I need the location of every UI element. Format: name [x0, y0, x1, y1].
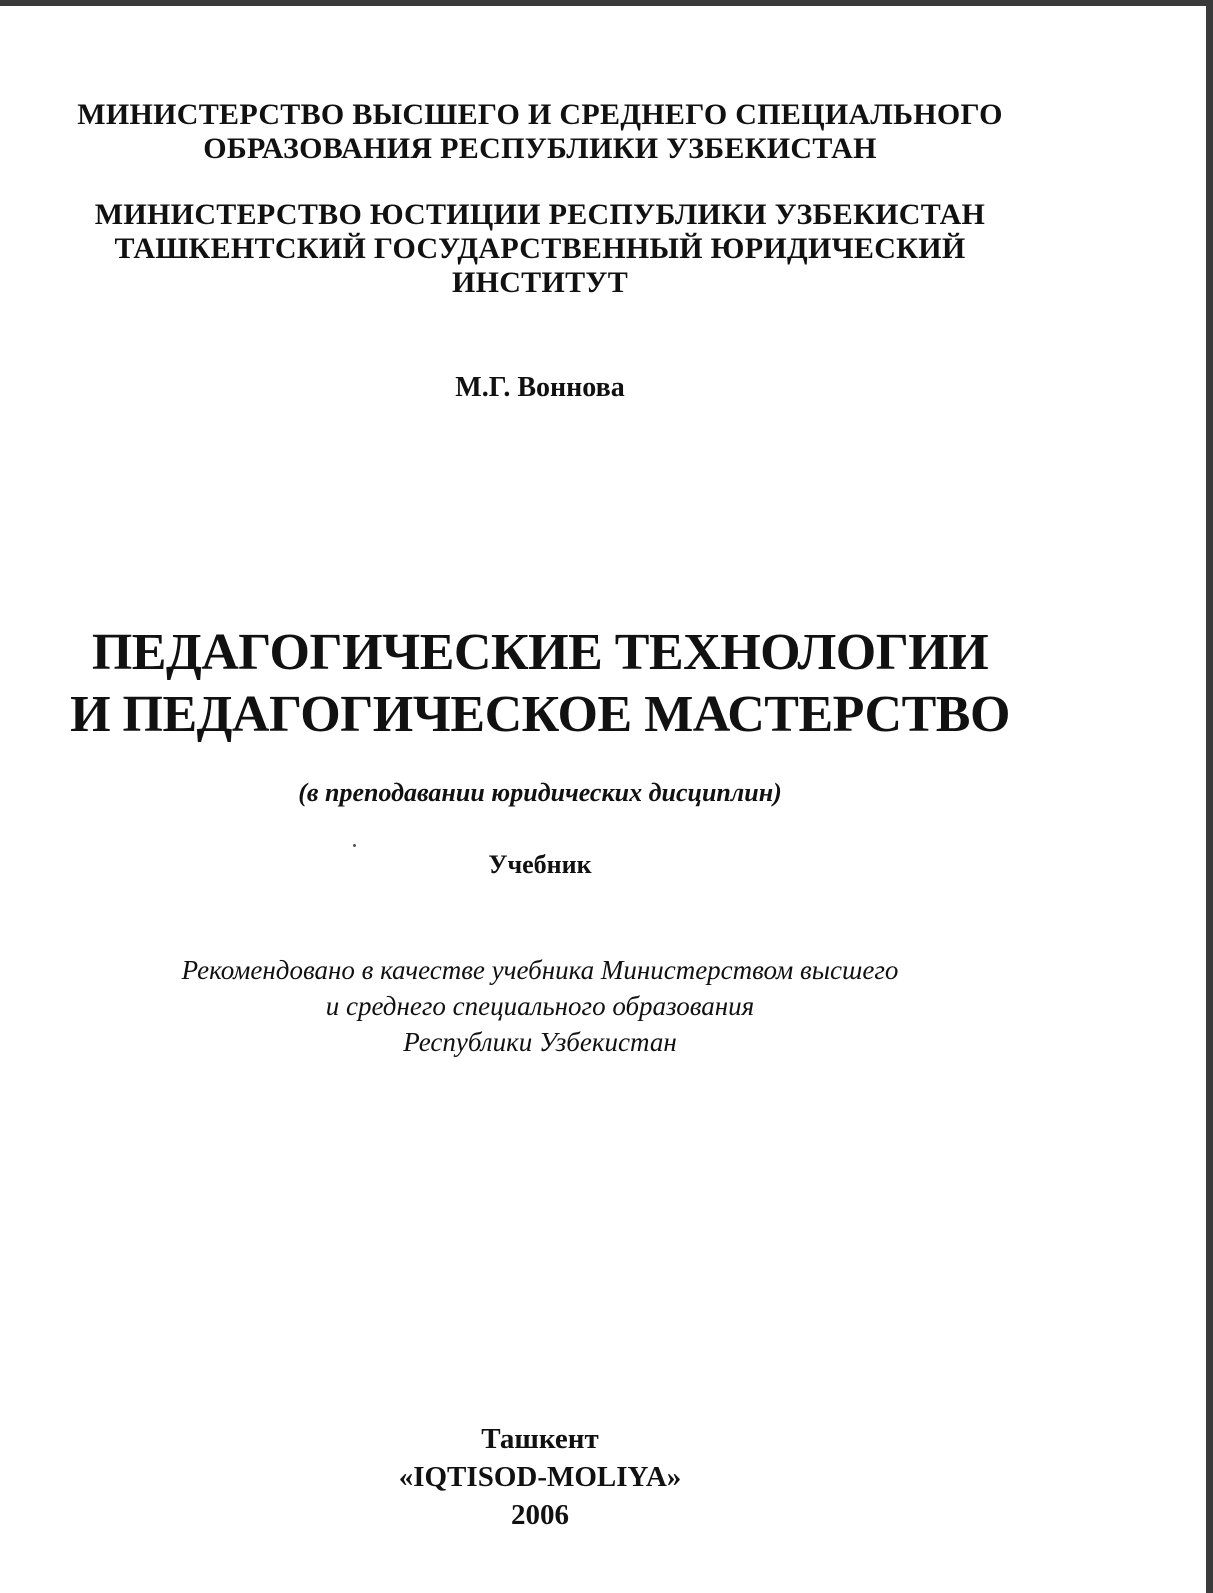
imprint-publisher: «IQTISOD-MOLIYA» — [398, 1461, 682, 1493]
imprint-year: 2006 — [511, 1499, 569, 1531]
window-right-border — [1206, 0, 1213, 1593]
heading-line: МИНИСТЕРСТВО ЮСТИЦИИ РЕСПУБЛИКИ УЗБЕКИСТАН — [94, 198, 986, 231]
document-type: Учебник — [488, 850, 592, 879]
book-subtitle: (в преподавании юридических дисциплин) — [298, 778, 782, 807]
heading-line: ОБРАЗОВАНИЯ РЕСПУБЛИКИ УЗБЕКИСТАН — [203, 132, 877, 165]
ministry-education-heading — [0, 98, 1080, 166]
recommendation-line: Рекомендовано в качестве учебника Министерством высшего — [181, 955, 899, 985]
heading-line: МИНИСТЕРСТВО ВЫСШЕГО И СРЕДНЕГО СПЕЦИАЛЬНОГО — [77, 98, 1003, 131]
scan-speck — [353, 844, 356, 847]
title-page — [0, 6, 1206, 1593]
author-name: М.Г. Воннова — [455, 372, 625, 403]
imprint — [0, 1420, 1080, 1534]
recommendation-line: Республики Узбекистан — [403, 1027, 677, 1057]
title-line: ПЕДАГОГИЧЕСКИЕ ТЕХНОЛОГИИ — [91, 624, 989, 681]
heading-line: ИНСТИТУТ — [451, 266, 629, 299]
recommendation-line: и среднего специального образования — [325, 991, 755, 1021]
recommendation-note — [0, 952, 1080, 1060]
book-title — [0, 622, 1080, 746]
imprint-city: Ташкент — [481, 1423, 599, 1455]
title-line: И ПЕДАГОГИЧЕСКОЕ МАСТЕРСТВО — [70, 686, 1010, 743]
heading-line: ТАШКЕНТСКИЙ ГОСУДАРСТВЕННЫЙ ЮРИДИЧЕСКИЙ — [114, 232, 966, 265]
ministry-justice-heading — [0, 198, 1080, 300]
